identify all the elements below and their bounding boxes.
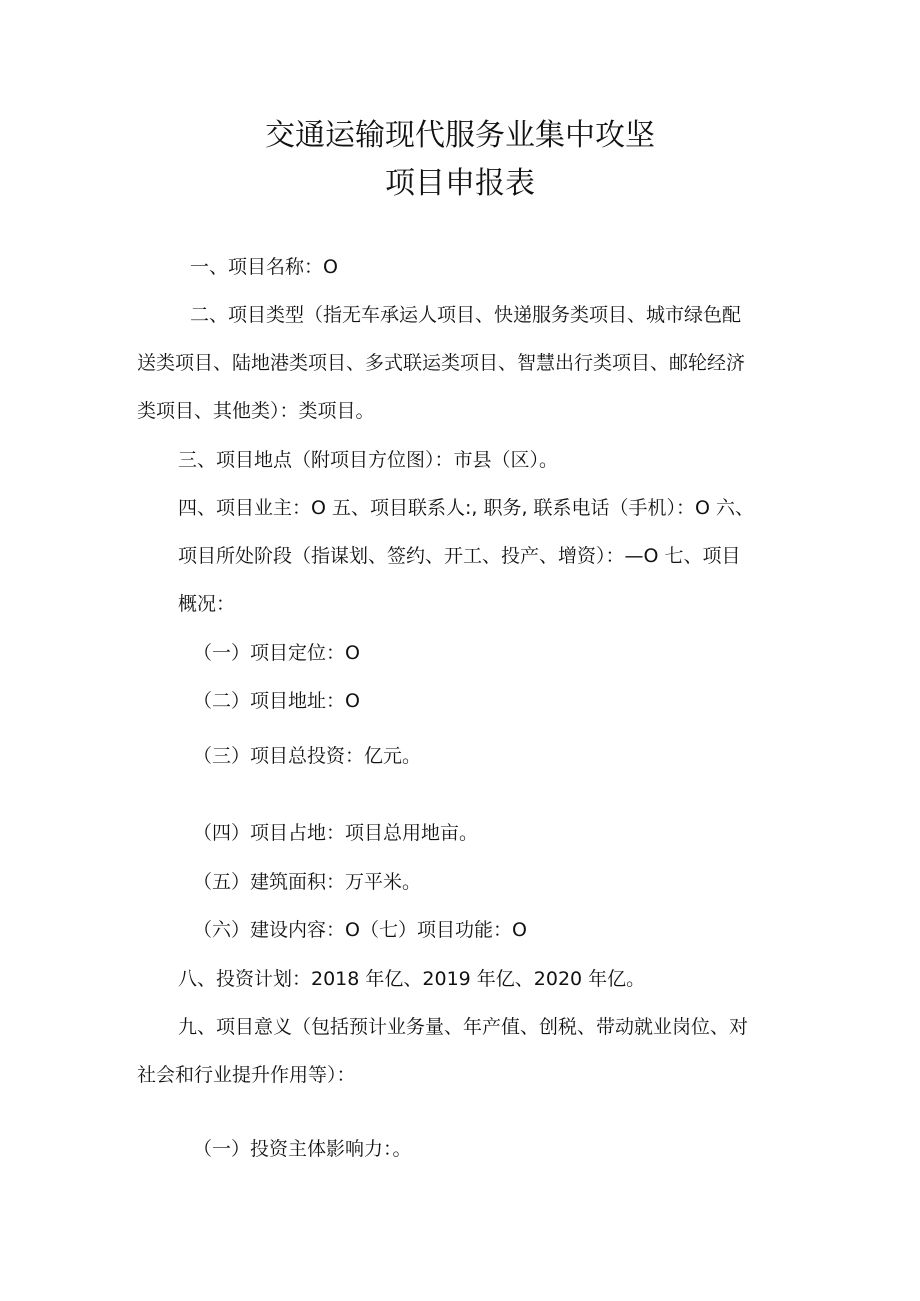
building-area-line: （五）建筑面积：万平米。 [193, 871, 422, 893]
project-stage-line: 项目所处阶段（指谋划、签约、开工、投产、增资）：—O 七、项目 [178, 545, 741, 567]
document-title-line2: 项目申报表 [385, 166, 535, 201]
project-address-line: （二）项目地址：O [193, 690, 360, 712]
project-owner-line: 四、项目业主：O 五、项目联系人:, 职务, 联系电话（手机）：O 六、 [178, 497, 755, 519]
project-location-line: 三、项目地点（附项目方位图）：市县（区）。 [178, 449, 559, 471]
project-type-line-3: 类项目、其他类）：类项目。 [137, 400, 375, 422]
project-type-line-2: 送类项目、陆地港类项目、多式联运类项目、智慧出行类项目、邮轮经济 [137, 352, 746, 374]
investor-influence-line: （一）投资主体影响力：。 [193, 1138, 412, 1160]
investment-plan-line: 八、投资计划：2018 年亿、2019 年亿、2020 年亿。 [178, 968, 646, 990]
project-name-line: 一、项目名称：O [190, 256, 338, 278]
document-title-line1: 交通运输现代服务业集中攻坚 [265, 118, 655, 153]
project-type-line-1: 二、项目类型（指无车承运人项目、快递服务类项目、城市绿色配 [190, 304, 742, 326]
project-significance-line-1: 九、项目意义（包括预计业务量、年产值、创税、带动就业岗位、对 [178, 1016, 749, 1038]
project-investment-line: （三）项目总投资：亿元。 [193, 745, 422, 767]
project-significance-line-2: 社会和行业提升作用等）： [137, 1064, 356, 1086]
project-land-line: （四）项目占地：项目总用地亩。 [193, 822, 479, 844]
project-positioning-line: （一）项目定位：O [193, 642, 360, 664]
project-overview-label: 概况： [178, 593, 236, 615]
construction-content-line: （六）建设内容：O（七）项目功能：O [193, 919, 527, 941]
